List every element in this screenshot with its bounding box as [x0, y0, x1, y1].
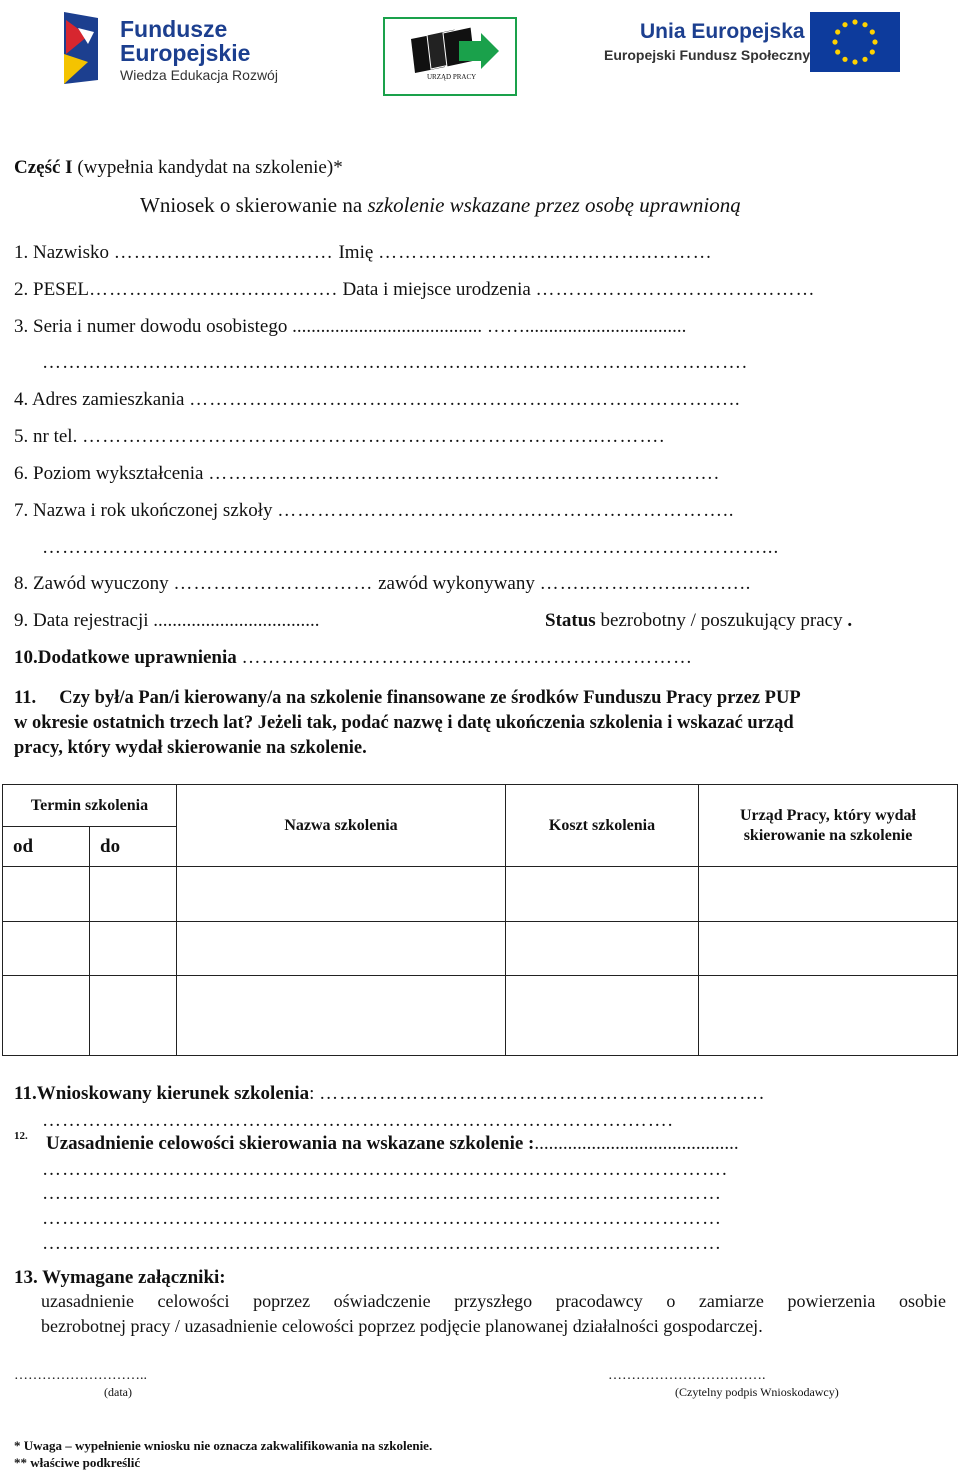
field-pesel	[14, 279, 816, 301]
q11-line3: pracy, który wydał skierowanie na szkolenie.	[14, 738, 367, 758]
form-title-b: szkolenie wskazane przez osobę uprawnioną	[367, 193, 741, 217]
status-options[interactable]: bezrobotny / poszukujący pracy	[595, 610, 843, 631]
uzasadnienie-line2[interactable]: …………………………………………………………………………………………	[42, 1183, 722, 1204]
form-title-a: Wniosek o skierowanie na	[140, 193, 368, 217]
fe-symbol-icon	[58, 10, 106, 86]
nazwisko-input[interactable]: ……………………………	[113, 242, 334, 263]
field-adres	[14, 389, 741, 411]
cell-od[interactable]	[3, 867, 90, 922]
dowod-label: 3. Seria i numer dowodu osobistego	[14, 316, 288, 337]
urzad-pracy-logo	[383, 17, 517, 96]
adres-input[interactable]: ………………………………………………………………………..	[189, 389, 741, 410]
zawod-wyuczony-input[interactable]: …………………………	[173, 573, 374, 594]
up-folders-icon	[385, 21, 515, 81]
zawod-wykonywany-input[interactable]: ……..………….....……..	[539, 573, 752, 594]
cell-nazwa[interactable]	[177, 867, 506, 922]
data-urodzenia-input[interactable]: ……………………………………	[535, 279, 816, 300]
date-signature-line[interactable]: ………………………..	[14, 1368, 147, 1383]
form-title	[140, 193, 741, 218]
field-telefon	[14, 426, 665, 448]
field-uzasadnienie	[46, 1133, 739, 1155]
cell-urzad[interactable]	[699, 922, 958, 976]
kierunek-input[interactable]: ………………………………………………………….	[319, 1083, 765, 1104]
q12-number: 12.	[14, 1130, 28, 1142]
data-rejestracji-label: 9. Data rejestracji	[14, 610, 149, 631]
date-caption: (data)	[104, 1385, 132, 1399]
note-underline: ** właściwe podkreślić	[14, 1455, 141, 1470]
uzasadnienie-line1[interactable]: ………………………………………………………………………………………….	[42, 1159, 728, 1180]
field-uprawnienia	[14, 647, 693, 669]
table-row	[3, 922, 958, 976]
imie-label: Imię	[338, 242, 374, 263]
dowod-input-cont[interactable]: …………………………………………………………………………………………….	[42, 352, 748, 373]
uzasadnienie-line4[interactable]: …………………………………………………………………………………………	[42, 1233, 722, 1254]
signature-line[interactable]: …………………………….	[608, 1368, 766, 1383]
uzasadnienie-label: Uzasadnienie celowości skierowania na wskazane szkolenie :	[46, 1133, 535, 1154]
cell-do[interactable]	[90, 922, 177, 976]
field-nazwisko	[14, 242, 713, 264]
q11-number: 11.	[14, 688, 37, 708]
note-warning: * Uwaga – wypełnienie wniosku nie oznacza zakwalifikowania na szkolenie.	[14, 1438, 433, 1453]
ue-line2: Europejski Fundusz Społeczny	[604, 47, 811, 63]
szkola-input-cont[interactable]: ………………………………………………………………………………………………...	[42, 537, 780, 558]
q11-line1: Czy był/a Pan/i kierowany/a na szkolenie finansowane ze środków Funduszu Pracy przez PUP	[59, 688, 801, 708]
status-label: Status	[545, 610, 596, 631]
cell-od[interactable]	[3, 976, 90, 1056]
col-urzad-line2: skierowanie na szkolenie	[743, 826, 913, 844]
cell-urzad[interactable]	[699, 976, 958, 1056]
pesel-label: 2. PESEL	[14, 279, 89, 300]
cell-urzad[interactable]	[699, 867, 958, 922]
fe-line2: Europejskie	[120, 40, 251, 66]
table-row	[3, 976, 958, 1056]
col-termin: Termin szkolenia	[3, 785, 177, 827]
field-status	[545, 610, 852, 632]
col-od: od	[3, 827, 90, 867]
imie-input[interactable]: …………………..…..…………..………	[378, 242, 713, 263]
fe-line3: Wiedza Edukacja Rozwój	[120, 67, 278, 83]
col-urzad	[699, 785, 958, 867]
unia-europejska-logo	[602, 10, 902, 80]
fe-line1: Fundusze	[120, 16, 228, 42]
zawod-wyuczony-label: 8. Zawód wyuczony	[14, 573, 169, 594]
question-11	[14, 686, 801, 761]
kierunek-input-cont[interactable]: …………………………………………………………………………….…….	[42, 1110, 674, 1131]
cell-od[interactable]	[3, 922, 90, 976]
training-history-table	[2, 784, 958, 1056]
pesel-input[interactable]: …………………..…..……….	[88, 279, 338, 300]
col-koszt: Koszt szkolenia	[506, 785, 699, 867]
ue-line1: Unia Europejska	[640, 20, 805, 43]
cell-nazwa[interactable]	[177, 976, 506, 1056]
kierunek-label: 11.Wnioskowany kierunek szkolenia	[14, 1083, 310, 1104]
field-rejestracja	[14, 610, 320, 632]
field-kierunek	[14, 1083, 765, 1105]
signature-caption: (Czytelny podpis Wnioskodawcy)	[675, 1385, 839, 1399]
telefon-input[interactable]: ……….…………………………………………………………..……….	[82, 426, 666, 447]
zalaczniki-line2: bezrobotnej pracy / uzasadnienie celowości poprzez podjęcie planowanej działalności gospodarczej.	[41, 1316, 763, 1336]
status-period: .	[847, 610, 853, 631]
uzasadnienie-input[interactable]: ...........................................	[534, 1133, 739, 1154]
kierunek-colon: :	[309, 1083, 315, 1104]
uzasadnienie-line3[interactable]: …………………………………………………………………………………………	[42, 1208, 722, 1229]
fundusze-europejskie-logo	[58, 8, 288, 88]
cell-koszt[interactable]	[506, 922, 699, 976]
data-urodzenia-label: Data i miejsce urodzenia	[342, 279, 531, 300]
up-logo-text: URZĄD PRACY	[427, 73, 477, 81]
table-row	[3, 867, 958, 922]
szkola-label: 7. Nazwa i rok ukończonej szkoły	[14, 500, 273, 521]
cell-koszt[interactable]	[506, 867, 699, 922]
eu-flag-icon	[810, 12, 900, 72]
zawod-wykonywany-label: zawód wykonywany	[378, 573, 535, 594]
cell-nazwa[interactable]	[177, 922, 506, 976]
q11-line2b: Jeżeli tak, podać nazwę i datę ukończenia szkolenia i wskazać urząd	[253, 713, 794, 733]
adres-label: 4. Adres zamieszkania	[14, 389, 185, 410]
uprawnienia-label: 10.Dodatkowe uprawnienia	[14, 647, 237, 668]
uprawnienia-input[interactable]: ……………………………..……………………………	[241, 647, 693, 668]
cell-do[interactable]	[90, 867, 177, 922]
data-rejestracji-input[interactable]: ...................................	[153, 610, 320, 631]
szkola-input[interactable]: ………………………………….………………………..	[277, 500, 735, 521]
field-zawod	[14, 573, 751, 595]
wyksztalcenie-input[interactable]: ……………….………………………………………………….	[208, 463, 720, 484]
part-heading	[14, 157, 343, 179]
zalaczniki-line1: uzasadnienie celowości poprzez oświadczenie przyszłego pracodawcy o zamiarze powierzenia osobie	[41, 1291, 946, 1311]
field-wyksztalcenie	[14, 463, 720, 485]
telefon-label: 5. nr tel.	[14, 426, 78, 447]
zalaczniki-label: 13. Wymagane załączniki:	[14, 1267, 226, 1288]
field-szkola	[14, 500, 735, 522]
part-desc: (wypełnia kandydat na szkolenie)*	[72, 157, 343, 178]
nazwisko-label: 1. Nazwisko	[14, 242, 109, 263]
wyksztalcenie-label: 6. Poziom wykształcenia	[14, 463, 204, 484]
q11-line2a: w okresie ostatnich trzech lat?	[14, 713, 254, 733]
part-label: Część I	[14, 157, 73, 178]
dowod-input[interactable]: ........................................ ……..................................	[292, 316, 687, 337]
field-dowod	[14, 316, 686, 338]
col-urzad-line1: Urząd Pracy, który wydał	[740, 806, 916, 824]
cell-koszt[interactable]	[506, 976, 699, 1056]
cell-do[interactable]	[90, 976, 177, 1056]
col-nazwa: Nazwa szkolenia	[177, 785, 506, 867]
col-do: do	[90, 827, 177, 867]
